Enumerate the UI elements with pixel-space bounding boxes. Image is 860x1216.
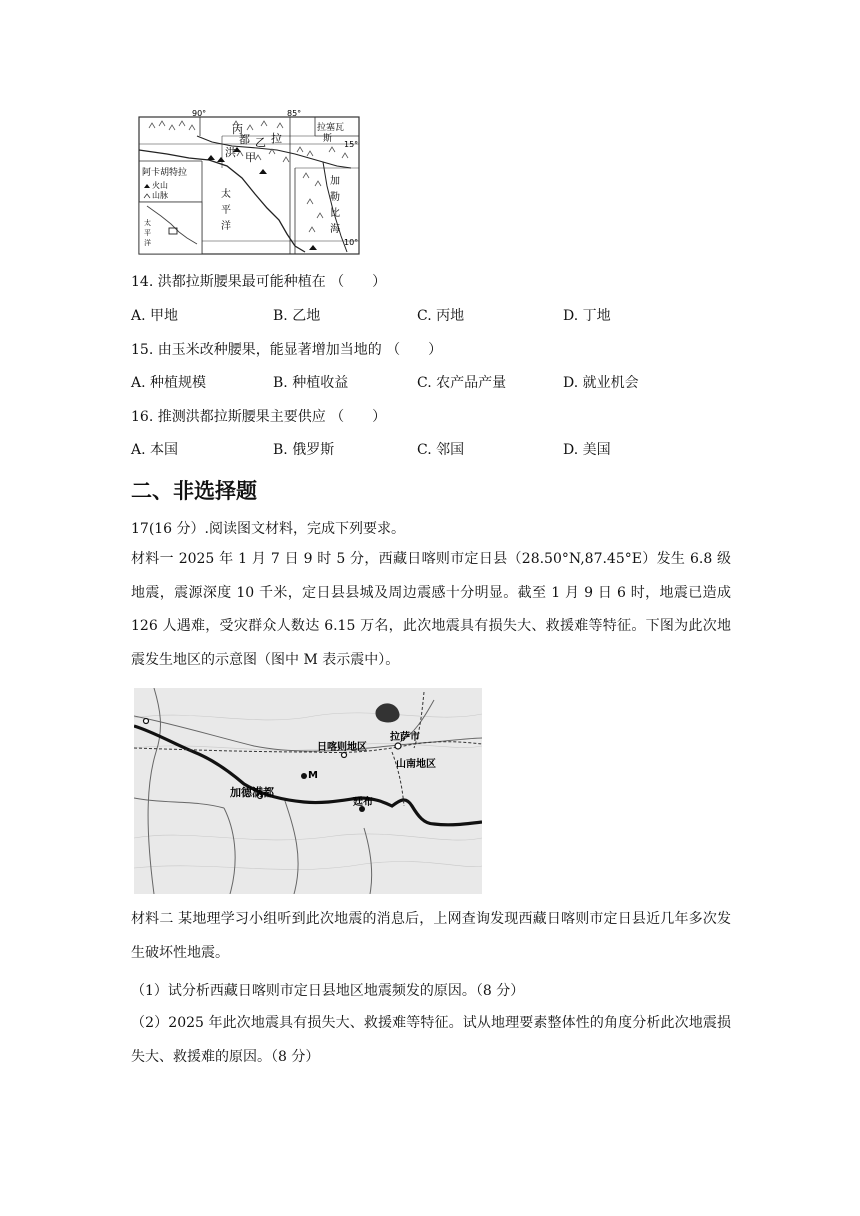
lat-label-10: 10° [344, 238, 359, 247]
caribbean-label-1: 加 [330, 176, 340, 187]
material-2-text: 材料二 某地理学习小组听到此次地震的消息后，上网查询发现西藏日喀则市定日县近几年多次发生破坏性地震。 [131, 911, 731, 961]
q15-option-a[interactable]: A. 种植规模 [131, 375, 207, 391]
rikaze-label: 日喀则地区 [317, 742, 367, 753]
sub-question-1: （1）试分析西藏日喀则市定日县地区地震频发的原因。（8 分） [131, 983, 525, 999]
question-14-stem: 14. 洪都拉斯腰果最可能种植在 （ ） [131, 274, 387, 290]
q16-option-c[interactable]: C. 邻国 [417, 442, 465, 458]
question-17-header: 17(16 分）.阅读图文材料，完成下列要求。 [131, 521, 405, 537]
region-du: 都 [239, 133, 250, 146]
lasa-label: 拉萨市 [390, 732, 420, 743]
region-la: 拉 [271, 132, 282, 145]
material-1-text: 材料一 2025 年 1 月 7 日 9 时 5 分，西藏日喀则市定日县（28.50°N,87.45°E）发生 6.8 级地震，震源深度 10 千米，定日县县城及周边震感十分明显。截至 1 月 9 日 6 时，地震已造成 126 人遇难，受灾群众人数达 6.15 万名，此次地震具有损失大、救援难等特征。下图为此次地震发生地区的示意图（图中 M 表示震中）。 [131, 551, 731, 668]
caribbean-label-4: 海 [330, 224, 340, 235]
epicenter-m-label: M [308, 770, 318, 781]
q14-option-a[interactable]: A. 甲地 [131, 308, 179, 324]
lon-label-85: 85° [287, 109, 302, 118]
legend-volcano: 火山 [152, 181, 168, 190]
region-bing: 丙 [232, 123, 243, 136]
inset-sea-label-1: 太 [144, 219, 151, 227]
akaxute-label: 阿卡胡特拉 [142, 168, 188, 178]
q15-option-c[interactable]: C. 农产品产量 [417, 375, 507, 391]
caribbean-label-2: 勒 [330, 192, 340, 203]
kathmandu-label: 加德满都 [230, 786, 274, 799]
caribbean-label-3: 比 [330, 208, 340, 219]
honduras-map [137, 106, 369, 256]
lasaiwa-label-2: 斯 [323, 134, 333, 144]
shannan-label: 山南地区 [396, 759, 436, 770]
q16-option-b[interactable]: B. 俄罗斯 [273, 442, 335, 458]
sub-question-2: （2）2025 年此次地震具有损失大、救援难等特征。试从地理要素整体性的角度分析此次地震损失大、救援难的原因。（8 分） [131, 1015, 731, 1065]
region-hong: 洪 [225, 146, 236, 159]
section-title: 二、非选择题 [131, 479, 257, 503]
thimphu-label: 廷布 [353, 797, 373, 808]
lasaiwa-label-1: 拉塞瓦 [317, 123, 345, 133]
earthquake-map [134, 688, 482, 894]
pacific-label-1: 太 [221, 189, 231, 200]
question-16-stem: 16. 推测洪都拉斯腰果主要供应 （ ） [131, 409, 387, 425]
lon-label-90: 90° [192, 109, 207, 118]
inset-sea-label-2: 平 [144, 229, 151, 237]
lat-label-15: 15° [344, 140, 359, 149]
question-15-stem: 15. 由玉米改种腰果，能显著增加当地的 （ ） [131, 342, 443, 358]
q14-option-c[interactable]: C. 丙地 [417, 308, 465, 324]
region-jia: 甲 [245, 151, 256, 164]
pacific-label-3: 洋 [221, 221, 231, 232]
q14-option-b[interactable]: B. 乙地 [273, 308, 321, 324]
inset-sea-label-3: 洋 [144, 239, 151, 247]
pacific-label-2: 平 [221, 205, 231, 216]
q16-option-a[interactable]: A. 本国 [131, 442, 179, 458]
q16-option-d[interactable]: D. 美国 [563, 442, 611, 458]
legend-mountain: 山脉 [152, 191, 168, 200]
region-yi: 乙 [255, 136, 266, 149]
q15-option-b[interactable]: B. 种植收益 [273, 375, 349, 391]
q14-option-d[interactable]: D. 丁地 [563, 308, 611, 324]
q15-option-d[interactable]: D. 就业机会 [563, 375, 639, 391]
